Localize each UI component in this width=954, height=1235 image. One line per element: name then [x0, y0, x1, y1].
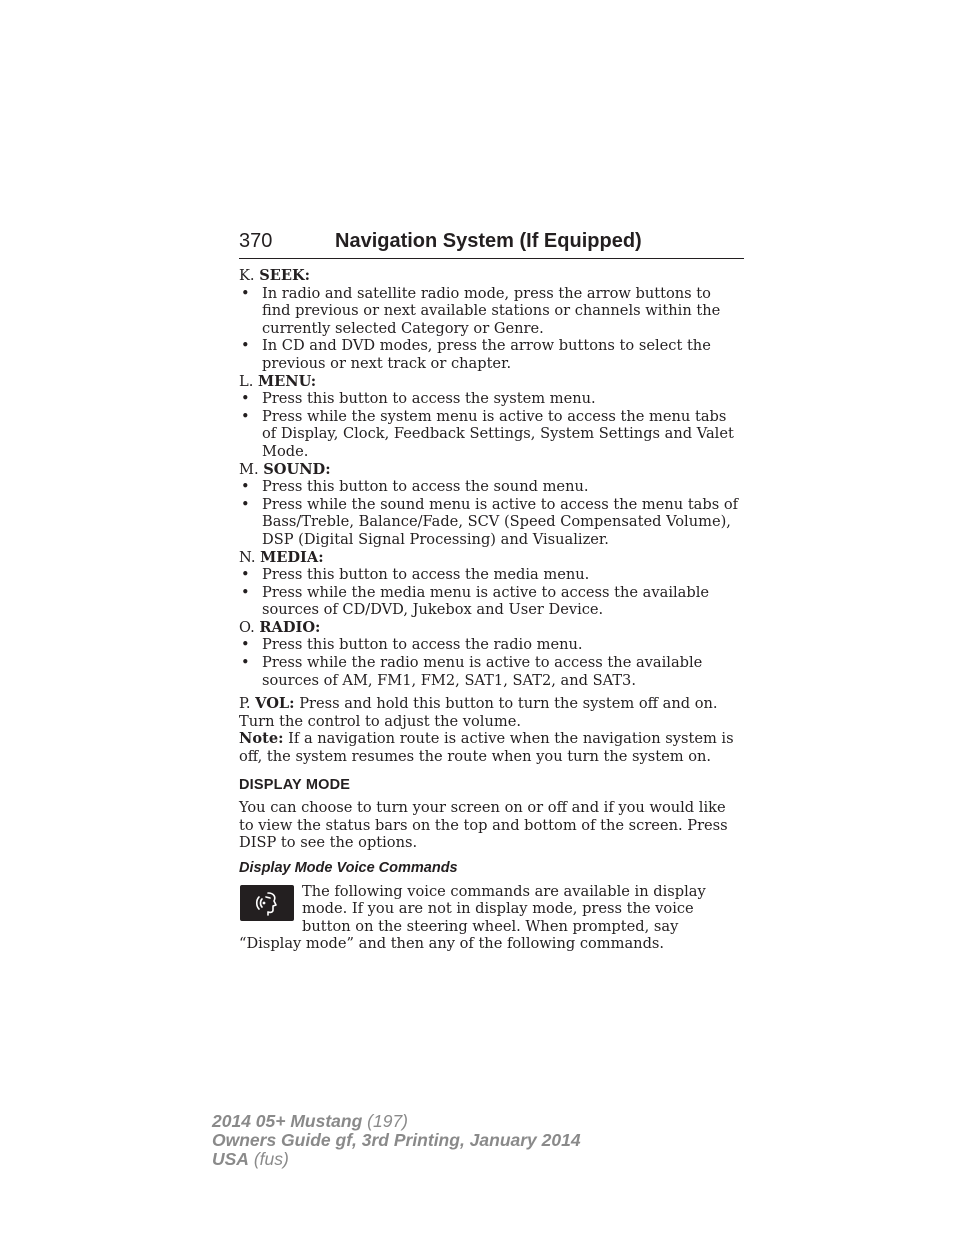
- item-vol: [239, 695, 744, 730]
- page-content: [239, 267, 744, 953]
- item-letter: P.: [239, 695, 251, 713]
- page-footer: [212, 1112, 581, 1169]
- list-item: • Press while the radio menu is active to access the available sources of AM, FM1, FM2, SAT1, SAT2, and SAT3.: [239, 654, 744, 689]
- list-item: • In CD and DVD modes, press the arrow buttons to select the previous or next track or chapter.: [239, 337, 744, 372]
- item-media: [239, 549, 744, 619]
- footer-line-1: [212, 1112, 581, 1131]
- item-seek: [239, 267, 744, 373]
- item-name: SOUND:: [263, 460, 331, 478]
- item-letter: L.: [239, 372, 254, 390]
- item-name: MENU:: [257, 372, 317, 390]
- note: [239, 730, 744, 765]
- list-item: • Press this button to access the radio menu.: [239, 636, 744, 654]
- vol-text: Press and hold this button to turn the system off and on. Turn the control to adjust the volume.: [239, 695, 718, 730]
- bullet-list: [239, 566, 744, 619]
- list-item: • Press while the sound menu is active to access the menu tabs of Bass/Treble, Balance/Fade, SCV (Speed Compensated Volume), DSP (Digital Signal Processing) and Visualizer.: [239, 496, 744, 549]
- note-label: Note:: [239, 730, 284, 748]
- item-letter: M.: [239, 460, 259, 478]
- item-name: SEEK:: [259, 267, 311, 284]
- item-sound: [239, 461, 744, 549]
- list-item: • In radio and satellite radio mode, press the arrow buttons to find previous or next available stations or channels within the currently selected Category or Genre.: [239, 285, 744, 338]
- chapter-title: Navigation System (If Equipped): [335, 230, 642, 252]
- voice-block: [239, 883, 744, 953]
- list-item: • Press this button to access the media menu.: [239, 566, 744, 584]
- list-item: • Press this button to access the sound menu.: [239, 478, 744, 496]
- footer-guide: Owners Guide gf, 3rd Printing, January 2014: [212, 1130, 581, 1150]
- bullet-list: [239, 478, 744, 548]
- page-header: [239, 228, 744, 259]
- item-name: VOL:: [255, 695, 295, 713]
- voice-command-icon: [240, 885, 294, 921]
- list-item: • Press while the system menu is active to access the menu tabs of Display, Clock, Feedback Settings, System Settings and Valet Mode.: [239, 408, 744, 461]
- item-name: MEDIA:: [260, 548, 324, 566]
- footer-market-code: (fus): [253, 1149, 289, 1169]
- footer-model-code: (197): [367, 1111, 409, 1131]
- bullet-list: [239, 390, 744, 460]
- item-letter: K.: [239, 267, 255, 284]
- voice-text: The following voice commands are available in display mode. If you are not in display mode, press the voice button on the steering wheel. When prompted, say “Display mode” and then any of the following commands.: [239, 882, 706, 953]
- note-text: If a navigation route is active when the navigation system is off, the system resumes the route when you turn the system on.: [239, 730, 734, 766]
- item-letter: O.: [239, 618, 255, 636]
- footer-model: 2014 05+ Mustang: [212, 1111, 363, 1131]
- list-item: • Press while the media menu is active to access the available sources of CD/DVD, Jukebox and User Device.: [239, 584, 744, 619]
- item-menu: [239, 373, 744, 461]
- footer-market: USA: [212, 1149, 249, 1169]
- item-radio: [239, 619, 744, 689]
- footer-line-2: [212, 1131, 581, 1150]
- page-number: 370: [239, 230, 273, 252]
- item-letter: N.: [239, 548, 256, 566]
- footer-line-3: [212, 1150, 581, 1169]
- section-text: You can choose to turn your screen on or off and if you would like to view the status bars on the top and bottom of the screen. Press DISP to see the options.: [239, 799, 728, 852]
- bullet-list: [239, 636, 744, 689]
- item-name: RADIO:: [259, 618, 321, 636]
- subsection-heading: Display Mode Voice Commands: [239, 860, 458, 876]
- section-heading: DISPLAY MODE: [239, 776, 351, 793]
- bullet-list: [239, 285, 744, 373]
- list-item: • Press this button to access the system menu.: [239, 390, 744, 408]
